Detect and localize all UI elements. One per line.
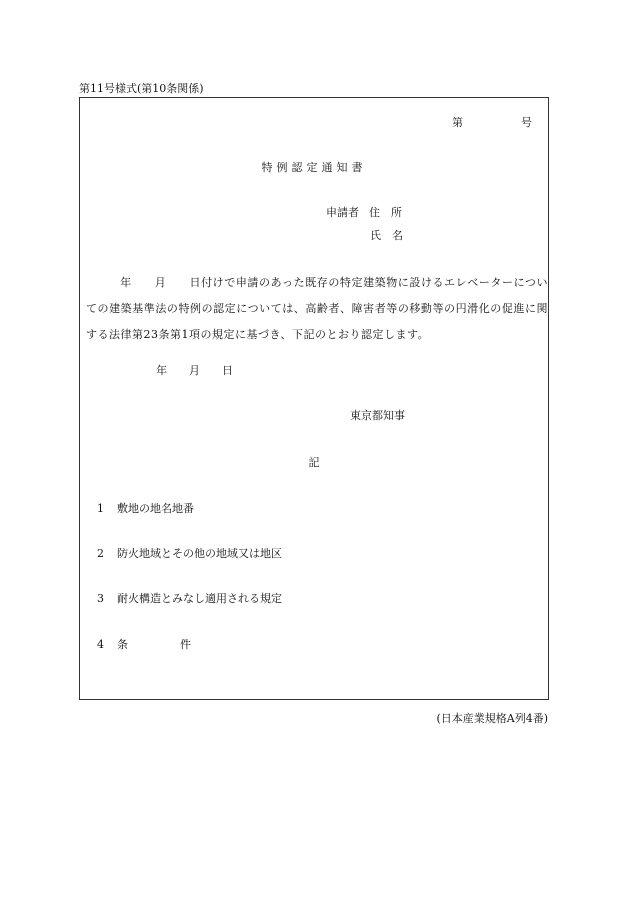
item-number: 2 [97,547,104,560]
number-suffix: 号 [521,116,532,129]
issue-date-line [156,364,233,378]
date-day: 日 [222,364,233,377]
number-prefix: 第 [452,116,463,129]
name-label: 氏 名 [370,229,403,242]
item-number: 4 [97,638,104,651]
form-number: 第11号様式(第10条関係) [79,82,204,95]
notice-body [86,270,548,348]
document-number-line [452,116,532,130]
list-item [97,592,282,606]
date-month: 月 [189,364,200,377]
document-title: 特例認定通知書 [261,161,367,174]
paper-size-note: (日本産業規格A列4番) [436,712,548,725]
list-item [97,502,194,516]
date-year: 年 [156,364,167,377]
applicant-name-line [370,229,403,243]
item-number: 1 [97,502,104,515]
item-label: 敷地の地名地番 [117,502,194,515]
applicant-label: 申請者 [326,206,359,219]
address-label: 住 所 [369,206,402,219]
ki-heading: 記 [308,456,320,469]
notice-body-text: 年 月 日付けで申請のあった既存の特定建築物に設けるエレベーターについての建築基準法の特例の認定については、高齢者、障害者等の移動等の円滑化の促進に関する法律第23条第1項の規定に基づき、下記のとおり認定します。 [86,276,548,341]
item-label-a: 条 [117,638,128,651]
issuer-name: 東京都知事 [350,409,405,422]
form-frame [79,97,549,700]
item-label: 防火地域とその他の地域又は地区 [117,547,282,560]
list-item [97,547,282,561]
item-number: 3 [97,592,104,605]
applicant-address-line [326,206,402,220]
item-label-b: 件 [180,638,191,651]
list-item [97,638,191,652]
item-label: 耐火構造とみなし適用される規定 [117,592,282,605]
